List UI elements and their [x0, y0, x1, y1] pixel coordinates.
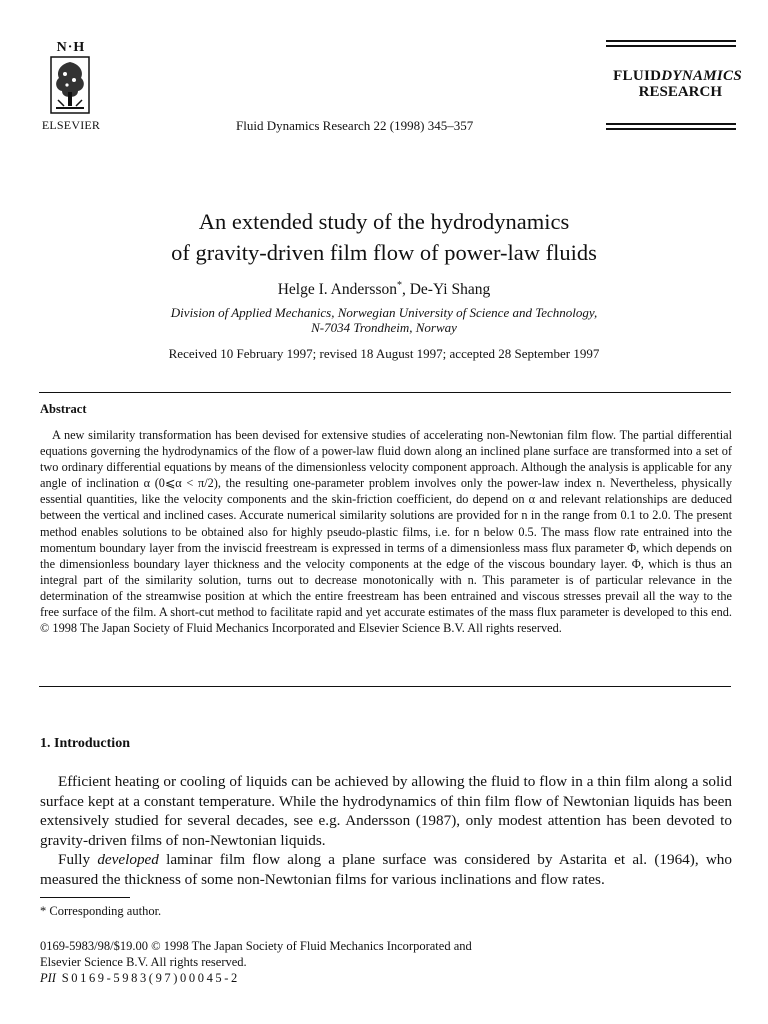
affiliation-line-1: Division of Applied Mechanics, Norwegian University of Science and Technology, [170, 305, 598, 320]
divider-bottom [39, 686, 731, 687]
footnote-rule [40, 897, 130, 898]
logo-nh-text: N·H [56, 40, 86, 55]
pub-line-2: Elsevier Science B.V. All rights reserved. [40, 955, 247, 969]
journal-citation: Fluid Dynamics Research 22 (1998) 345–357 [236, 118, 474, 133]
pii-label: PII [40, 971, 56, 985]
received-dates: Received 10 February 1997; revised 18 August 1997; accepted 28 September 1997 [168, 346, 600, 361]
divider-top [39, 392, 731, 393]
footnote-corresponding: * Corresponding author. [40, 904, 162, 918]
article-title [40, 206, 728, 268]
intro-paragraph-1: Efficient heating or cooling of liquids can be achieved by allowing the fluid to flow in a thin film along a solid surface kept at a constant temperature. While the hydrodynamics of thin film flow of Newtonian liquids has been extensively studied for several decades, see e.g. Andersson (1987), only modest attention has been devoted to gravity-driven films of non-Newtonian liquids. [40, 773, 732, 849]
title-line-2: of gravity-driven film flow of power-law fluids [171, 240, 597, 265]
author-shang: De-Yi Shang [409, 281, 491, 299]
affiliation [40, 305, 728, 335]
para2-start: Fully [58, 851, 98, 868]
intro-paragraph-2 [40, 850, 732, 889]
journal-brand [602, 68, 742, 100]
elsevier-tree-icon [50, 56, 90, 114]
para2-italic: developed [97, 851, 159, 868]
abstract-text: A new similarity transformation has been devised for extensive studies of accelerating non-Newtonian film flow. The partial differential equations governing the hydrodynamics of the flow of a power-law fluid down along an inclined plane surface are transformed into a set of two ordinary differential equations by means of the dimensionless velocity component approach. Although the analysis is applicable for any angle of inclination α (0⩽α < π/2), the resulting one-parameter problem involves only the power-law index n. Nevertheless, physically essential quantities, like the velocity components and the skin-friction coefficient, do depend on α and relevant relationships are deduced between the vertical and inclined cases. Accurate numerical similarity solutions are provided for n in the range from 0.1 to 2.0. The present method enables solutions to be obtained also for highly pseudo-plastic films, i.e. for n below 0.5. The mass flow rate entrained into the momentum boundary layer from the inviscid freestream is expressed in terms of a dimensionless mass flux parameter Φ, which depends on the dimensionless boundary layer thickness and the velocity components at the edge of the viscous boundary layer. Φ, which is thus an integral part of the similarity solution, turns out to decrease monotonically with n. This parameter is of particular relevance in the determination of the streamwise position at which the entire freestream has been entrained and viscous stresses prevail all the way to the free surface of the film. A short-cut method to facilitate rapid and yet accurate estimates of the mass flux parameter is developed to this end. © 1998 The Japan Society of Fluid Mechanics Incorporated and Elsevier Science B.V. All rights reserved. [40, 428, 732, 636]
pii-value: S0169-5983(97)00045-2 [55, 971, 240, 985]
brand-research: RESEARCH [638, 84, 722, 100]
author-list [40, 280, 728, 299]
brand-dynamics: DYNAMICS [661, 68, 742, 84]
pii-line [40, 970, 560, 986]
pub-line-1: 0169-5983/98/$19.00 © 1998 The Japan Society of Fluid Mechanics Incorporated and [40, 939, 472, 953]
title-line-1: An extended study of the hydrodynamics [198, 209, 570, 234]
author-andersson: Helge I. Andersson [277, 281, 397, 299]
para2-rest: laminar film flow along a plane surface was considered by Astarita et al. (1964), who measured the thickness of some non-Newtonian films for various inclinations and flow rates. [40, 851, 732, 888]
corresponding-mark: * [396, 280, 402, 291]
brand-rules-top [606, 40, 736, 50]
introduction-body [40, 772, 732, 889]
publication-info [40, 938, 560, 986]
brand-fluid: FLUID [613, 68, 662, 84]
section-heading-introduction: 1. Introduction [40, 736, 130, 751]
author-separator: , [401, 281, 410, 299]
abstract-heading: Abstract [40, 402, 87, 416]
publisher-logo [36, 40, 106, 134]
brand-rules-bottom [606, 123, 736, 133]
logo-elsevier-text: ELSEVIER [41, 118, 101, 132]
affiliation-line-2: N-7034 Trondheim, Norway [311, 320, 457, 335]
